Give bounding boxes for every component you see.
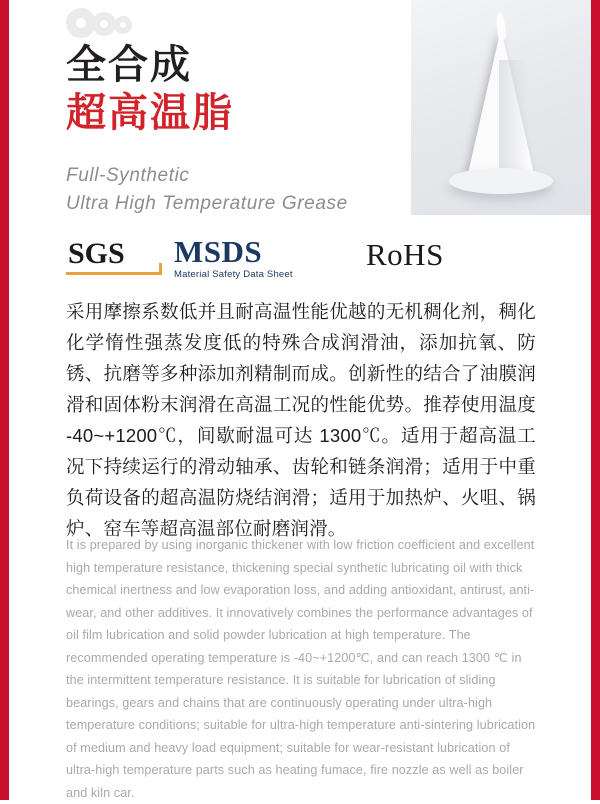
certification-logos xyxy=(66,236,536,280)
page-title xyxy=(66,44,234,136)
grease-cone-shading xyxy=(499,60,529,176)
msds-logo-subtitle: Material Safety Data Sheet xyxy=(174,269,293,280)
subtitle-english-line1: Full-Synthetic xyxy=(66,165,190,186)
gears-decoration-icon xyxy=(66,6,186,40)
rohs-logo: RoHS xyxy=(366,237,444,272)
gear-small-icon xyxy=(114,16,132,34)
product-photo xyxy=(411,0,591,215)
sgs-logo-tick xyxy=(159,263,162,275)
left-accent-bar xyxy=(0,0,9,800)
grease-cone-tip xyxy=(496,12,507,41)
gear-medium-icon xyxy=(92,12,116,36)
description-chinese: 采用摩擦系数低并且耐高温性能优越的无机稠化剂，稠化化学惰性强蒸发度低的特殊合成润滑油，添加抗氧、防锈、抗磨等多种添加剂精制而成。创新性的结合了油膜润滑和固体粉末润滑在高温工况的性能优势。推荐使用温度 -40~+1200℃，间歇耐温可达 1300℃。适用于超高温工况下持续运行的滑动轴承、齿轮和链条润滑；适用于中重负荷设备的超高温防烧结润滑；适用于加热炉、火咀、锅炉、窑车等超高温部位耐磨润滑。 xyxy=(66,301,536,539)
title-chinese-primary: 全合成 xyxy=(66,43,192,87)
msds-logo xyxy=(174,236,352,280)
description-english: It is prepared by using inorganic thickener with low friction coefficient and excellent high temperature resistance, thickening special synthetic lubricating oil with thick chemical inertness and low evaporation loss, and adding antioxidant, antirust, anti-wear, and other additives. It innovatively combines the performance advantages of oil film lubrication and solid powder lubrication at high temperature. The recommended operating temperature is -40~+1200℃, and can reach 1300 ℃ in the intermittent temperature resistance. It is suitable for lubrication of sliding bearings, gears and chains that are continuously operating under ultra-high temperature conditions; suitable for ultra-high temperature anti-sintering lubrication of medium and heavy load equipment; suitable for wear-resistant lubrication of ultra-high temperature parts such as heating fumace, fire nozzle as well as boiler and kiln car. xyxy=(66,538,536,800)
title-chinese-secondary: 超高温脂 xyxy=(66,91,234,135)
grease-cone-base xyxy=(449,168,553,194)
subtitle-english-line2: Ultra High Temperature Grease xyxy=(66,192,348,214)
subtitle-english xyxy=(66,162,348,217)
sgs-logo-underline xyxy=(66,272,162,275)
sgs-logo-text: SGS xyxy=(68,237,125,270)
right-accent-bar xyxy=(591,0,600,800)
sgs-logo xyxy=(66,238,162,276)
msds-logo-text: MSDS xyxy=(174,234,263,269)
